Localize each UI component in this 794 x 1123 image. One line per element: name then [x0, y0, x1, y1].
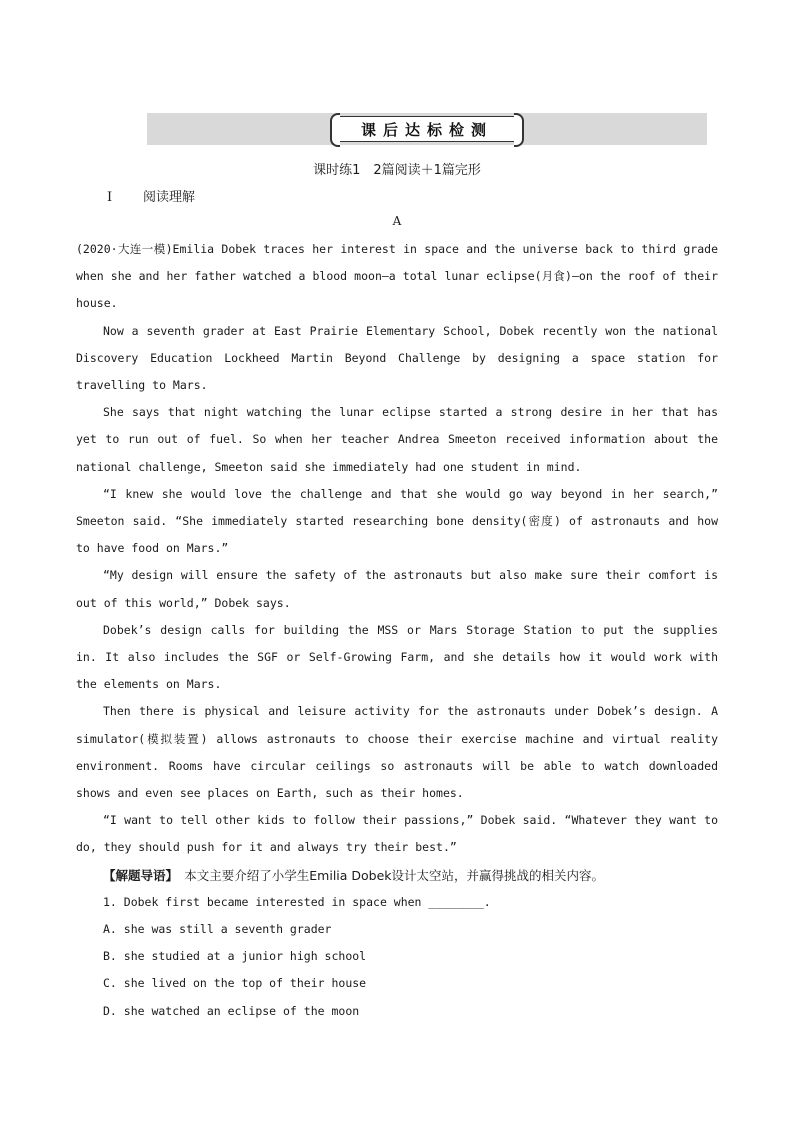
- reading-guide: [76, 862, 718, 889]
- paragraph-1: (2020·大连一模)Emilia Dobek traces her interest in space and the universe back to third grade when she and her father watched a blood moon—a total lunar eclipse(月食)—on the roof of their house.: [76, 242, 718, 311]
- guide-text: 本文主要介绍了小学生Emilia Dobek设计太空站，并赢得挑战的相关内容。: [171, 867, 605, 883]
- section-number: Ⅰ: [107, 190, 113, 205]
- paragraph-5: “My design will ensure the safety of the astronauts but also make sure their comfort is out of this world,” Dobek says.: [76, 568, 718, 610]
- question-stem: 1. Dobek first became interested in space when ________.: [103, 894, 491, 909]
- section-title: 阅读理解: [143, 190, 196, 205]
- option-c: C. she lived on the top of their house: [103, 976, 367, 991]
- section-heading: [107, 186, 195, 205]
- paragraph-6: Dobek’s design calls for building the MSS or Mars Storage Station to put the supplies in. It also includes the SGF or Self-Growing Farm, and she details how it would work with the elements on Mars.: [76, 622, 718, 692]
- paragraph-3: She says that night watching the lunar eclipse started a strong desire in her that has yet to run out of fuel. So when her teacher Andrea Smeeton received information about the national challenge, Smeeton said she immediately had one student in mind.: [76, 405, 718, 474]
- passage-body: [76, 236, 718, 1025]
- paragraph-8: “I want to tell other kids to follow their passions,” Dobek said. “Whatever they want to do, they should push for it and always try their best.”: [76, 813, 718, 855]
- option-a: A. she was still a seventh grader: [103, 922, 332, 937]
- guide-tag: 【解题导语】: [103, 867, 172, 883]
- option-b: B. she studied at a junior high school: [103, 949, 367, 964]
- paragraph-2: Now a seventh grader at East Prairie Elementary School, Dobek recently won the national Discovery Education Lockheed Martin Beyond Challenge by designing a space station for travelling to Mars.: [76, 323, 718, 393]
- option-d: D. she watched an eclipse of the moon: [103, 1003, 360, 1018]
- paragraph-4: “I knew she would love the challenge and that she would go way beyond in her search,” Smeeton said. “She immediately started researching bone density(密度) of astronauts and how to have food on Mars.”: [76, 486, 718, 556]
- paragraph-7: Then there is physical and leisure activity for the astronauts under Dobek’s design. A simulator(模拟装置) allows astronauts to choose their exercise machine and virtual reality environment. Rooms have circular ceilings so astronauts will be able to watch downloaded shows and even see places on Earth, such as their homes.: [76, 704, 718, 801]
- lesson-subtitle: 课时练1 2篇阅读＋1篇完形: [313, 163, 481, 178]
- banner-title: 课后达标检测: [335, 116, 519, 142]
- title-banner: [147, 113, 707, 145]
- passage-letter: A: [392, 214, 402, 228]
